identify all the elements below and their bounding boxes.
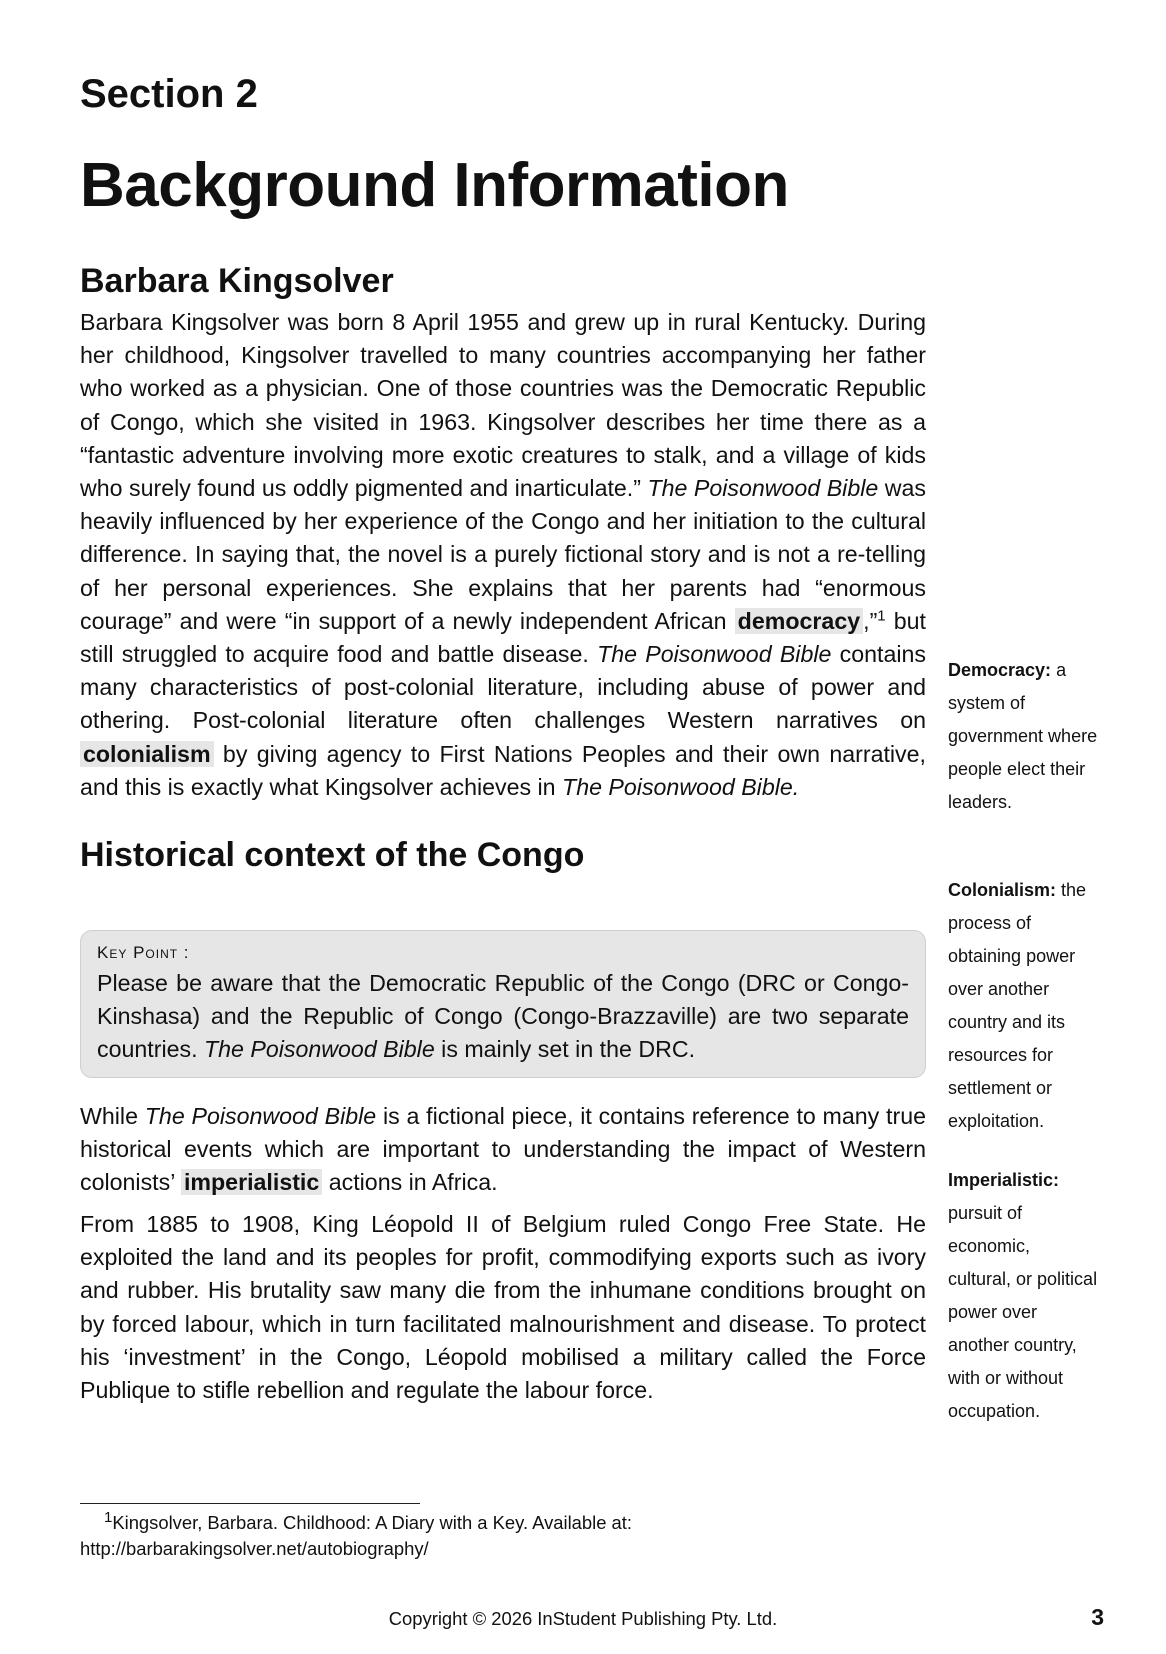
paragraph-leopold: From 1885 to 1908, King Léopold II of Belgium ruled Congo Free State. He exploited the land and its peoples for profit, commodifying exports such as ivory and rubber. His brutality saw many die from the inhumane conditions brought on by forced labour, which in turn facilitated malnourishment and disease. To protect his ‘investment’ in the Congo, Léopold mobilised a military called the Force Publique to stifle rebellion and regulate the labour force. <box>80 1211 926 1404</box>
page-title: Background Information <box>80 151 789 220</box>
footnote-number: 1 <box>104 1508 113 1526</box>
book-title: The Poisonwood Bible <box>203 1036 435 1062</box>
text-run: is a fictional piece, it contains reference to many true historical events which are important to understanding the impact of Western colonists’ <box>80 1103 926 1196</box>
footnote-divider <box>80 1503 420 1504</box>
glossary-democracy <box>948 654 1098 819</box>
text-run: Please be aware that the Democratic Republic of the Congo (DRC or Congo-Kinshasa) and the Republic of Congo (Congo-Brazzaville) are two separate countries. <box>97 970 909 1062</box>
heading-kingsolver: Barbara Kingsolver <box>80 262 394 300</box>
glossary-definition: a system of government where people elect their leaders. <box>948 660 1098 812</box>
book-title: The Poisonwood Bible <box>597 641 832 668</box>
text-run: was heavily influenced by her experience of the Congo and her initiation to the cultural difference. In saying that, the novel is a purely fictional story and is not a re-telling of her personal experiences. She explains that her parents had “enormous courage” and were “in support of a newly independent African <box>80 475 926 634</box>
glossary-term-democracy: democracy <box>735 608 863 634</box>
paragraph-kingsolver-bio <box>80 306 926 804</box>
book-title: The Poisonwood Bible. <box>562 773 800 800</box>
text-run: ,” <box>863 607 878 634</box>
glossary-term-imperialistic: imperialistic <box>181 1169 322 1195</box>
text-run: While <box>80 1103 145 1129</box>
glossary-imperialistic <box>948 1164 1098 1428</box>
glossary-colonialism <box>948 874 1098 1138</box>
glossary-term-colonialism: colonialism <box>80 741 214 767</box>
text-run: contains many characteristics of post-colonial literature, including abuse of power and othering. Post-colonial literature often challenges Western narratives on <box>80 641 926 734</box>
text-run: actions in Africa. <box>322 1169 498 1196</box>
glossary-term: Democracy: <box>948 660 1052 680</box>
heading-congo-history: Historical context of the Congo <box>80 836 585 874</box>
glossary-definition: pursuit of economic, cultural, or political power over another country, with or without occupation. <box>948 1203 1098 1421</box>
book-title: The Poisonwood Bible <box>144 1103 377 1129</box>
key-point-box <box>80 930 926 1078</box>
glossary-term: Colonialism: <box>948 880 1057 900</box>
text-run: by giving agency to First Nations Peoples and their own narrative, and this is exactly what Kingsolver achieves in <box>80 740 926 800</box>
glossary-definition: the process of obtaining power over another country and its resources for settlement or exploitation. <box>948 880 1087 1131</box>
paragraph-fiction-context <box>80 1100 926 1200</box>
footnote-text[interactable]: Kingsolver, Barbara. Childhood: A Diary with a Key. Available at: http://barbarakingsolver.net/autobiography/ <box>80 1512 633 1559</box>
text-run: Barbara Kingsolver was born 8 April 1955 and grew up in rural Kentucky. During her childhood, Kingsolver travelled to many countries accompanying her father who worked as a physician. One of those countries was the Democratic Republic of Congo, which she visited in 1963. Kingsolver describes her time there as a “fantastic adventure involving more exotic creatures to stalk, and a village of kids who surely found us oddly pigmented and inarticulate.” <box>80 309 926 502</box>
page-number: 3 <box>1091 1604 1104 1630</box>
text-run: but still struggled to acquire food and battle disease. <box>80 607 926 668</box>
section-label: Section 2 <box>80 72 258 116</box>
key-point-text <box>97 967 909 1066</box>
glossary-term: Imperialistic: <box>948 1170 1060 1190</box>
footnote <box>80 1510 940 1562</box>
text-run: is mainly set in the DRC. <box>434 1036 696 1062</box>
key-point-label: Key Point : <box>97 943 190 962</box>
book-title: The Poisonwood Bible <box>647 475 879 502</box>
footnote-reference[interactable]: 1 <box>877 607 886 625</box>
copyright-footer: Copyright © 2026 InStudent Publishing Pty. Ltd. <box>388 1608 778 1629</box>
